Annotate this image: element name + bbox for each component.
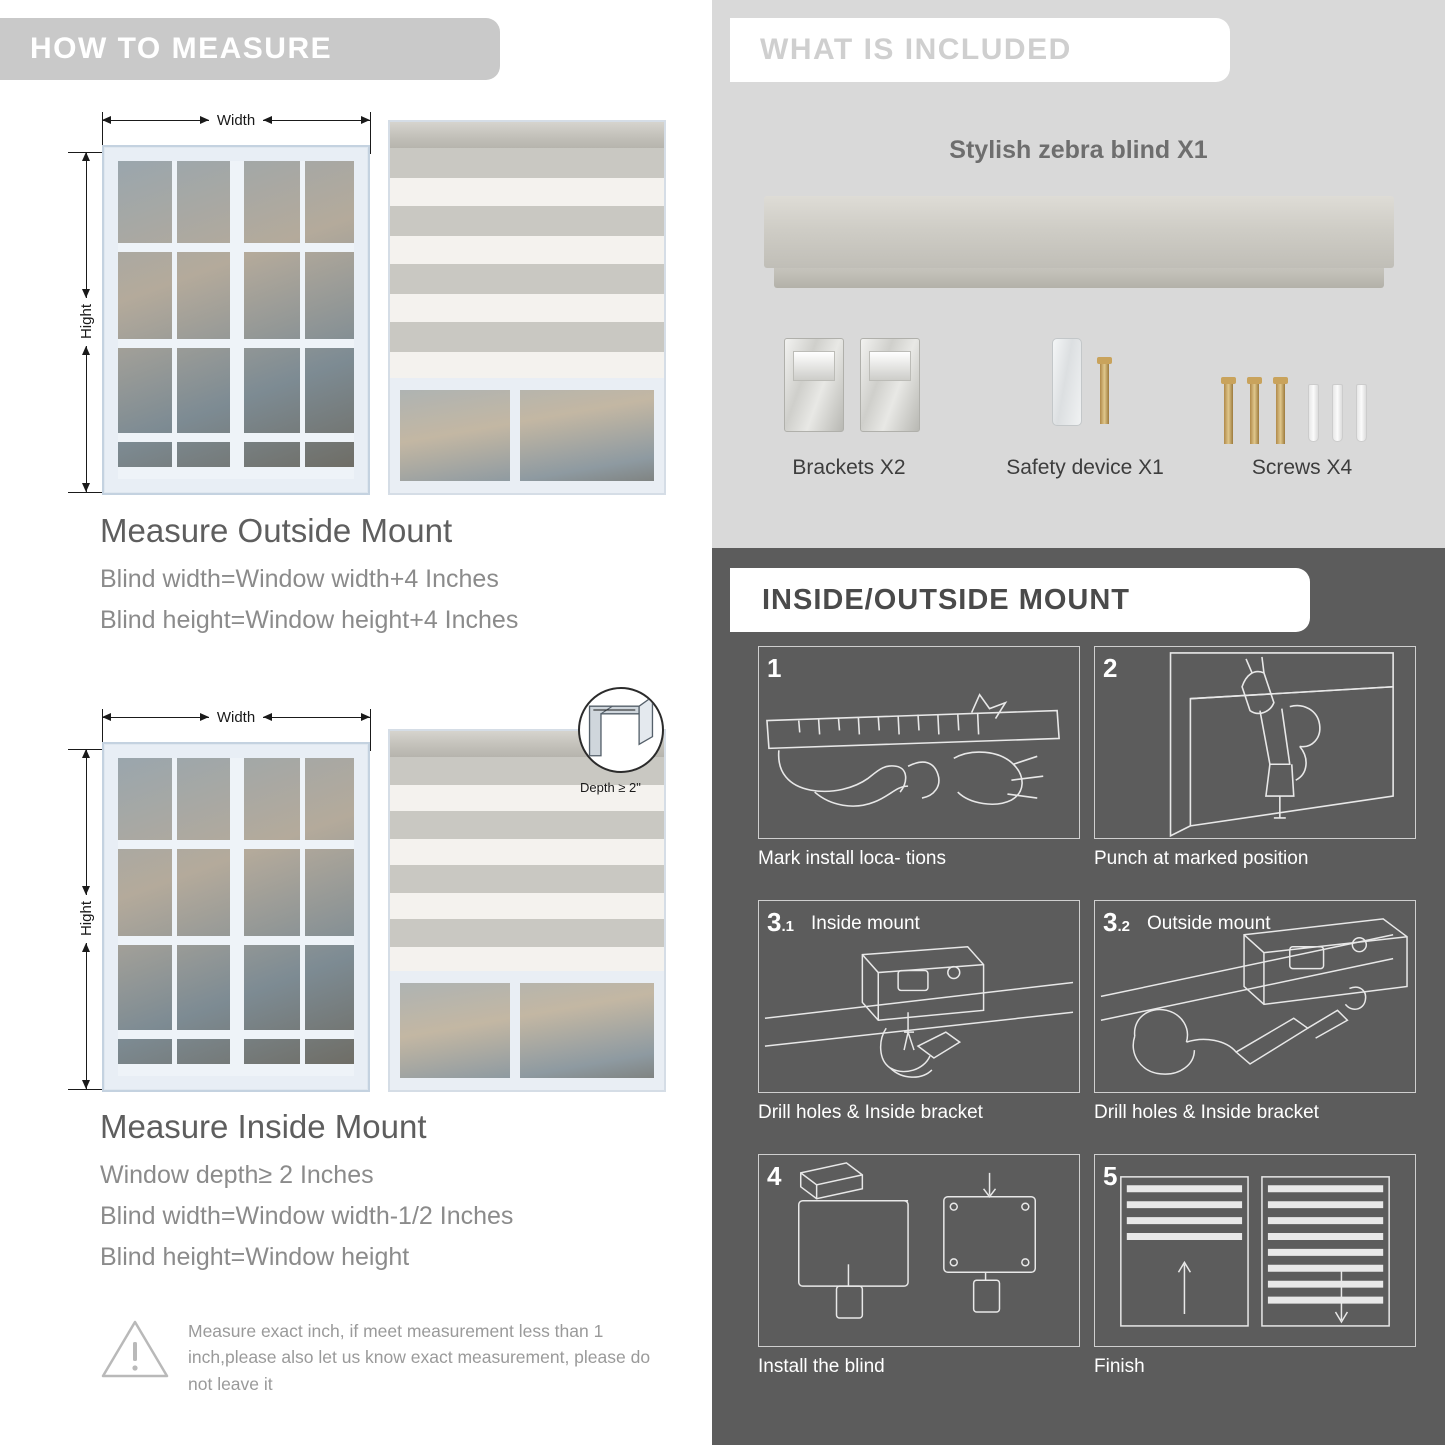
measure-note-text: Measure exact inch, if meet measurement less than 1 inch,please also let us know exact measurement, please do not leave it: [188, 1321, 651, 1394]
what-is-included-panel: [712, 0, 1445, 548]
screws-label: Screws X4: [1251, 456, 1353, 479]
step-5-image: [1094, 1154, 1416, 1347]
step-3-1-caption: Drill holes & Inside bracket: [758, 1102, 983, 1123]
blind-headrail-lip: [774, 268, 1384, 288]
inside-mount-title: Measure Inside Mount: [100, 1108, 427, 1145]
blind-headrail-image: [764, 196, 1394, 268]
step-5-sketch: [1095, 1155, 1415, 1347]
step-3-2-image: [1094, 900, 1416, 1093]
depth-detail-circle: [578, 687, 664, 773]
inside-outside-mount-header: INSIDE/OUTSIDE MOUNT: [730, 568, 1310, 632]
step-2-number: 2: [1103, 653, 1118, 683]
inside-mount-line-2: Blind width=Window width-1/2 Inches: [100, 1202, 514, 1230]
inside-mount-line-3: Blind height=Window height: [100, 1243, 410, 1271]
step-4-image: [758, 1154, 1080, 1347]
anchor-2: [1332, 384, 1343, 442]
step-3-1-number: 3.1: [767, 907, 794, 937]
inside-mount-diagram: [0, 697, 712, 1097]
outside-mount-diagram: [0, 100, 712, 500]
outside-width-label: Width: [216, 112, 256, 129]
step-3-1-inline-label: Inside mount: [811, 913, 920, 934]
bracket-part-left: [784, 338, 844, 432]
inside-width-label: Width: [216, 709, 256, 726]
step-3-1-image: [758, 900, 1080, 1093]
step-3-2-caption: Drill holes & Inside bracket: [1094, 1102, 1319, 1123]
safety-device-part: [1052, 338, 1082, 426]
main-item-label: Stylish zebra blind X1: [949, 136, 1208, 164]
safety-device-screw: [1100, 362, 1109, 424]
step-4-sketch: [759, 1155, 1079, 1347]
bracket-part-right: [860, 338, 920, 432]
step-2-sketch: [1095, 647, 1415, 839]
how-to-measure-panel: [0, 0, 712, 1445]
outside-mount-line-1: Blind width=Window width+4 Inches: [100, 565, 499, 593]
what-is-included-header: WHAT IS INCLUDED: [730, 18, 1230, 82]
step-1-image: [758, 646, 1080, 839]
screw-1: [1224, 382, 1233, 444]
how-to-measure-header: HOW TO MEASURE: [0, 18, 500, 80]
step-5-caption: Finish: [1094, 1356, 1145, 1377]
step-3-2-inline-label: Outside mount: [1147, 913, 1271, 934]
step-1-caption: Mark install loca- tions: [758, 848, 946, 869]
outside-mount-line-2: Blind height=Window height+4 Inches: [100, 606, 519, 634]
brackets-label: Brackets X2: [792, 456, 906, 479]
step-1-number: 1: [767, 653, 782, 683]
window-illustration-inside: [102, 742, 370, 1092]
step-3-2-number: 3.2: [1103, 907, 1130, 937]
step-1-sketch: [759, 647, 1079, 839]
safety-device-label: Safety device X1: [1006, 456, 1164, 479]
outside-height-label: Hight: [78, 304, 95, 340]
outside-mount-title: Measure Outside Mount: [100, 512, 453, 549]
depth-caption: Depth ≥ 2": [580, 780, 641, 795]
warning-icon: [100, 1318, 170, 1380]
step-5-number: 5: [1103, 1161, 1118, 1191]
inside-outside-mount-panel: [712, 548, 1445, 1445]
step-2-caption: Punch at marked position: [1094, 848, 1309, 869]
window-illustration-outside: [102, 145, 370, 495]
step-4-caption: Install the blind: [758, 1356, 885, 1377]
inside-mount-line-1: Window depth≥ 2 Inches: [100, 1161, 374, 1189]
blind-illustration-outside: [388, 120, 666, 495]
screw-3: [1276, 382, 1285, 444]
depth-detail-sketch: [580, 689, 662, 771]
measure-note: [100, 1318, 660, 1397]
step-4-number: 4: [767, 1161, 782, 1191]
inside-height-label: Hight: [78, 901, 95, 937]
anchor-3: [1356, 384, 1367, 442]
anchor-1: [1308, 384, 1319, 442]
step-2-image: [1094, 646, 1416, 839]
screw-2: [1250, 382, 1259, 444]
